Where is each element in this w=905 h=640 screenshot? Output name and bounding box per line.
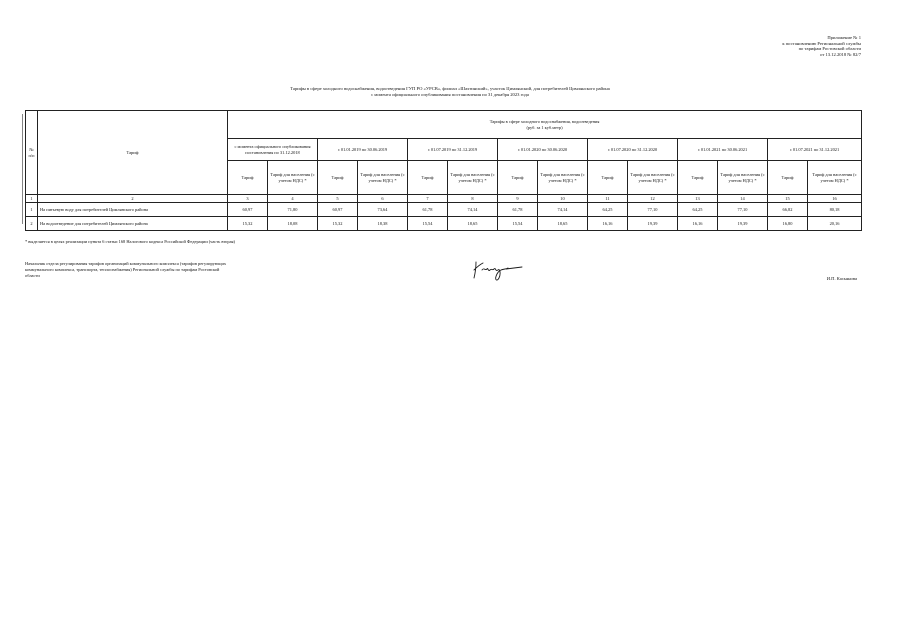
index-cell: 1 bbox=[26, 195, 38, 203]
tariff-value: 15,54 bbox=[498, 217, 538, 231]
index-cell: 9 bbox=[498, 195, 538, 203]
tariff-value: 66,82 bbox=[768, 203, 808, 217]
tariff-value: 74,14 bbox=[538, 203, 588, 217]
index-cell: 10 bbox=[538, 195, 588, 203]
tariff-value: 61,78 bbox=[498, 203, 538, 217]
signer-position-line: коммунального комплекса, транспорта, теплоснабжения) Региональной службы по тарифам Ростовской bbox=[25, 267, 220, 272]
period-header: с 01.01.2020 по 30.06.2020 bbox=[498, 139, 588, 161]
tariff-value: 16,16 bbox=[588, 217, 628, 231]
tariff-value: 77,10 bbox=[718, 203, 768, 217]
row-number: 1 bbox=[26, 203, 38, 217]
handwritten-signature bbox=[470, 254, 550, 284]
tariff-value: 18,65 bbox=[448, 217, 498, 231]
tariff-value: 18,65 bbox=[538, 217, 588, 231]
row-number: 2 bbox=[26, 217, 38, 231]
subheader-tariff: Тариф bbox=[498, 161, 538, 195]
tariff-value: 74,14 bbox=[448, 203, 498, 217]
index-cell: 12 bbox=[628, 195, 678, 203]
appendix-reference bbox=[701, 35, 861, 57]
subheader-tariff-vat: Тариф для населения (с учетом НДС) * bbox=[628, 161, 678, 195]
subheader-tariff-vat: Тариф для населения (с учетом НДС) * bbox=[268, 161, 318, 195]
period-header: с 01.01.2021 по 30.06.2021 bbox=[678, 139, 768, 161]
subheader-tariff-vat: Тариф для населения (с учетом НДС) * bbox=[808, 161, 862, 195]
appendix-line: по тарифам Ростовской области bbox=[798, 46, 861, 52]
index-cell: 6 bbox=[358, 195, 408, 203]
tariff-value: 80,18 bbox=[808, 203, 862, 217]
index-cell: 13 bbox=[678, 195, 718, 203]
subheader-tariff: Тариф bbox=[408, 161, 448, 195]
subheader-tariff: Тариф bbox=[588, 161, 628, 195]
title-line: с момента официального опубликования постановления по 31 декабря 2023 года bbox=[371, 91, 529, 97]
vat-footnote: * выделяется в целях реализации пункта 6 статьи 168 Налогового кодекса Российской Федерации (часть вторая) bbox=[25, 239, 236, 244]
appendix-line: от 13.12.2018 № 82/7 bbox=[820, 51, 861, 57]
table-row bbox=[26, 217, 862, 231]
tariff-value: 16,16 bbox=[678, 217, 718, 231]
tariff-value: 15,54 bbox=[408, 217, 448, 231]
signer-position-line: Начальник отдела регулирования тарифов организаций коммунального комплекса (тарифов регулирующих bbox=[25, 261, 227, 266]
tariff-value: 19,39 bbox=[628, 217, 678, 231]
subheader-tariff-vat: Тариф для населения (с учетом НДС) * bbox=[358, 161, 408, 195]
table-row bbox=[26, 203, 862, 217]
index-cell: 2 bbox=[38, 195, 228, 203]
index-cell: 5 bbox=[318, 195, 358, 203]
tariff-value: 64,25 bbox=[678, 203, 718, 217]
tariff-value: 19,39 bbox=[718, 217, 768, 231]
tariff-value: 71,80 bbox=[268, 203, 318, 217]
period-header: с момента официального опубликования постановления по 31.12.2018 bbox=[228, 139, 318, 161]
index-cell: 11 bbox=[588, 195, 628, 203]
index-cell: 7 bbox=[408, 195, 448, 203]
appendix-line: к постановлению Региональной службы bbox=[782, 40, 861, 46]
period-header: с 01.07.2020 по 31.12.2020 bbox=[588, 139, 678, 161]
left-margin-mark bbox=[22, 114, 23, 224]
tariff-value: 16,80 bbox=[768, 217, 808, 231]
header-group bbox=[228, 111, 862, 139]
row-name: На питьевую воду для потребителей Цимлянского района bbox=[38, 203, 228, 217]
tariff-value: 15,32 bbox=[228, 217, 268, 231]
index-cell: 3 bbox=[228, 195, 268, 203]
tariff-value: 20,16 bbox=[808, 217, 862, 231]
subheader-tariff-vat: Тариф для населения (с учетом НДС) * bbox=[718, 161, 768, 195]
subheader-tariff: Тариф bbox=[678, 161, 718, 195]
appendix-line: Приложение № 1 bbox=[827, 35, 861, 40]
header-group-unit: (руб. за 1 куб.метр) bbox=[526, 124, 563, 130]
title-line: Тарифы в сфере холодного водоснабжения, водоотведения ГУП РО «УРСВ», филиал «Шахтинский», участок Цимлянский, для потребителей Цимлянского района bbox=[290, 86, 610, 91]
subheader-tariff-vat: Тариф для населения (с учетом НДС) * bbox=[448, 161, 498, 195]
row-name: На водоотведение для потребителей Цимлянского района bbox=[38, 217, 228, 231]
tariff-value: 18,38 bbox=[358, 217, 408, 231]
header-tariff: Тариф bbox=[38, 111, 228, 195]
header-group-title: Тарифы в сфере холодного водоснабжения, водоотведения bbox=[489, 119, 600, 125]
period-header: с 01.07.2021 по 31.12.2021 bbox=[768, 139, 862, 161]
tariff-value: 18,08 bbox=[268, 217, 318, 231]
index-cell: 16 bbox=[808, 195, 862, 203]
tariff-table bbox=[25, 110, 862, 231]
subheader-tariff-vat: Тариф для населения (с учетом НДС) * bbox=[538, 161, 588, 195]
index-row bbox=[26, 195, 862, 203]
tariff-value: 60,97 bbox=[228, 203, 268, 217]
tariff-value: 77,10 bbox=[628, 203, 678, 217]
signer-name: И.П. Касьянова bbox=[826, 276, 857, 281]
tariff-value: 60,97 bbox=[318, 203, 358, 217]
index-cell: 8 bbox=[448, 195, 498, 203]
document-title bbox=[120, 86, 780, 98]
subheader-tariff: Тариф bbox=[318, 161, 358, 195]
signer-position-line: области bbox=[25, 273, 40, 278]
signer-position bbox=[25, 261, 325, 279]
tariff-value: 64,25 bbox=[588, 203, 628, 217]
tariff-value: 61,78 bbox=[408, 203, 448, 217]
period-header: с 01.07.2019 по 31.12.2019 bbox=[408, 139, 498, 161]
tariff-value: 73,64 bbox=[358, 203, 408, 217]
header-number: № п/п bbox=[26, 111, 38, 195]
index-cell: 14 bbox=[718, 195, 768, 203]
period-header: с 01.01.2019 по 30.06.2019 bbox=[318, 139, 408, 161]
index-cell: 15 bbox=[768, 195, 808, 203]
subheader-tariff: Тариф bbox=[768, 161, 808, 195]
subheader-tariff: Тариф bbox=[228, 161, 268, 195]
index-cell: 4 bbox=[268, 195, 318, 203]
tariff-value: 15,32 bbox=[318, 217, 358, 231]
